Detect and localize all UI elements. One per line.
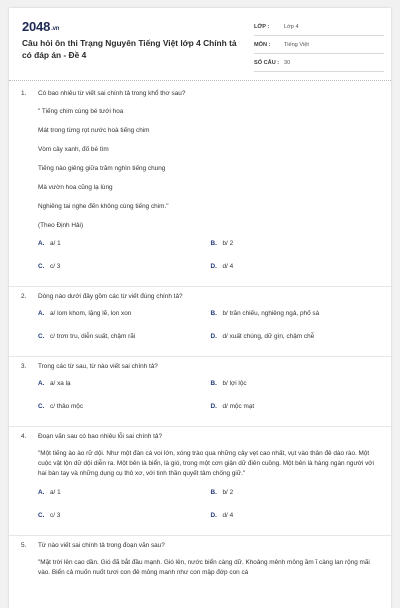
question-passage: "Mặt trời lên cao dần. Gió đã bắt đầu mạnh. Gió lên, nước biển càng dữ. Khoảng mênh mông ầm ĩ càng lan rộng mãi vào. Biển cả muốn nuốt tươi con đê mỏng manh như con mập đớp con cá: [38, 559, 370, 576]
option-b[interactable]: B. b/ lợi lộc: [211, 380, 384, 390]
question-separator: [9, 356, 391, 357]
option-text: a/ lom khom, lặng lẽ, lon xon: [50, 310, 132, 317]
question-heading: [9, 90, 391, 97]
meta-label: SỐ CÂU :: [254, 59, 280, 66]
poem-line: Mát trong từng rọt nước hoà tiếng chim: [38, 127, 150, 134]
option-b[interactable]: B. b/ trăn chiếu, nghiêng ngả, phố sá: [211, 310, 384, 320]
option-text: a/ 1: [50, 489, 61, 496]
site-logo-suffix: .vn: [51, 26, 60, 32]
site-logo[interactable]: [22, 19, 59, 34]
question-text: Từ nào viết sai chính tả trong đoạn văn sau?: [38, 542, 165, 549]
poem-line: Vòm cây xanh, đố bé tìm: [38, 146, 109, 153]
option-text: a/ 1: [50, 240, 61, 247]
question-2: [9, 293, 391, 357]
option-row: [38, 333, 383, 343]
meta-label: LỚP :: [254, 23, 270, 30]
option-c[interactable]: C. c/ 3: [38, 263, 211, 273]
option-a[interactable]: A. a/ xa lạ: [38, 380, 211, 390]
option-text: d/ xuất chúng, dữ gìn, chậm chễ: [222, 333, 315, 340]
question-number: 4.: [21, 433, 27, 440]
option-row: [38, 403, 383, 413]
option-a[interactable]: A. a/ 1: [38, 240, 211, 250]
question-heading: [9, 363, 391, 370]
meta-value: 30: [284, 59, 291, 66]
option-b[interactable]: B. b/ 2: [211, 489, 384, 499]
header-divider: [9, 80, 391, 81]
document-meta: [254, 18, 384, 72]
question-number: 3.: [21, 363, 27, 370]
option-row: [38, 263, 383, 273]
meta-subject: [254, 36, 384, 54]
question-4: [9, 433, 391, 536]
option-text: b/ trăn chiếu, nghiêng ngả, phố sá: [222, 310, 320, 317]
option-text: c/ thảo mộc: [50, 403, 84, 410]
question-text: Đoạn văn sau có bao nhiêu lỗi sai chính tả?: [38, 433, 162, 440]
option-text: b/ 2: [222, 240, 234, 247]
option-text: a/ xa lạ: [50, 380, 71, 387]
answer-options: [9, 380, 391, 413]
option-text: c/ 3: [50, 263, 61, 270]
option-d[interactable]: D. d/ 4: [211, 263, 384, 273]
poem-line: " Tiếng chim cùng bé tưới hoa: [38, 108, 124, 115]
option-text: d/ 4: [222, 263, 234, 270]
meta-label: MÔN :: [254, 41, 271, 48]
option-row: [38, 310, 383, 320]
answer-options: [9, 489, 391, 522]
poem-line: Tiếng nào giêng giữa trăm nghìn tiếng chung: [38, 165, 166, 172]
question-heading: [9, 433, 391, 440]
poem: [9, 108, 391, 230]
option-d[interactable]: D. d/ xuất chúng, dữ gìn, chậm chễ: [211, 333, 384, 343]
option-c[interactable]: C. c/ thảo mộc: [38, 403, 211, 413]
question-list: [9, 84, 391, 578]
meta-grade: [254, 18, 384, 36]
option-a[interactable]: A. a/ lom khom, lặng lẽ, lon xon: [38, 310, 211, 320]
option-d[interactable]: D. d/ mộc mạt: [211, 403, 384, 413]
option-text: d/ 4: [222, 512, 234, 519]
answer-options: [9, 240, 391, 273]
meta-value: Lớp 4: [284, 23, 299, 30]
option-row: [38, 240, 383, 250]
option-row: [38, 512, 383, 522]
option-a[interactable]: A. a/ 1: [38, 489, 211, 499]
question-text: Trong các từ sau, từ nào viết sai chính tả?: [38, 363, 158, 370]
question-number: 1.: [21, 90, 27, 97]
question-heading: [9, 542, 391, 549]
answer-options: [9, 310, 391, 343]
question-number: 5.: [21, 542, 27, 549]
option-d[interactable]: D. d/ 4: [211, 512, 384, 522]
option-b[interactable]: B. b/ 2: [211, 240, 384, 250]
question-text: Dòng nào dưới đây gồm các từ viết đúng chính tả?: [38, 293, 183, 300]
option-row: [38, 489, 383, 499]
question-1: [9, 90, 391, 287]
option-text: c/ 3: [50, 512, 61, 519]
question-number: 2.: [21, 293, 27, 300]
meta-value: Tiếng Việt: [284, 41, 309, 48]
option-text: d/ mộc mạt: [222, 403, 255, 410]
question-3: [9, 363, 391, 427]
document-page: [9, 8, 391, 608]
option-row: [38, 380, 383, 390]
poem-line: Mà vườn hoa cũng lạ lùng: [38, 184, 113, 191]
question-separator: [9, 426, 391, 427]
option-c[interactable]: C. c/ 3: [38, 512, 211, 522]
question-5: [9, 542, 391, 578]
poem-source: (Theo Định Hải): [38, 222, 84, 229]
question-separator: [9, 286, 391, 287]
site-logo-text: 2048: [22, 19, 51, 34]
question-passage: "Một tiếng ào ào rữ dội. Như một đàn cá voi lớn, xóng trào qua những cây vẹt cao nhất, vụt vào thân đê dào rào. Một cuộc vật lộn dữ dội diễn ra. Một bên là biển, là gió, trong một cơn giận dữ điên cuồng. Một bên là hàng ngàn người với hai bàn tay và những dụng cụ thô xơ, với tinh thần quyết tâm chống giữ.": [38, 450, 374, 477]
question-separator: [9, 535, 391, 536]
poem-line: Nghiêng tai nghe đến không cùng tiếng chim.": [38, 203, 169, 210]
document-header: [9, 8, 391, 70]
question-heading: [9, 293, 391, 300]
option-text: b/ lợi lộc: [222, 380, 247, 387]
option-c[interactable]: C. c/ trơn tru, diễn suất, chậm rãi: [38, 333, 211, 343]
meta-question-count: [254, 54, 384, 72]
option-text: b/ 2: [222, 489, 234, 496]
document-title: Câu hỏi ôn thi Trạng Nguyên Tiếng Việt lớp 4 Chính tả có đáp án - Đề 4: [22, 38, 237, 60]
option-text: c/ trơn tru, diễn suất, chậm rãi: [50, 333, 136, 340]
question-text: Có bao nhiêu từ viết sai chính tả trong khổ thơ sau?: [38, 90, 186, 97]
